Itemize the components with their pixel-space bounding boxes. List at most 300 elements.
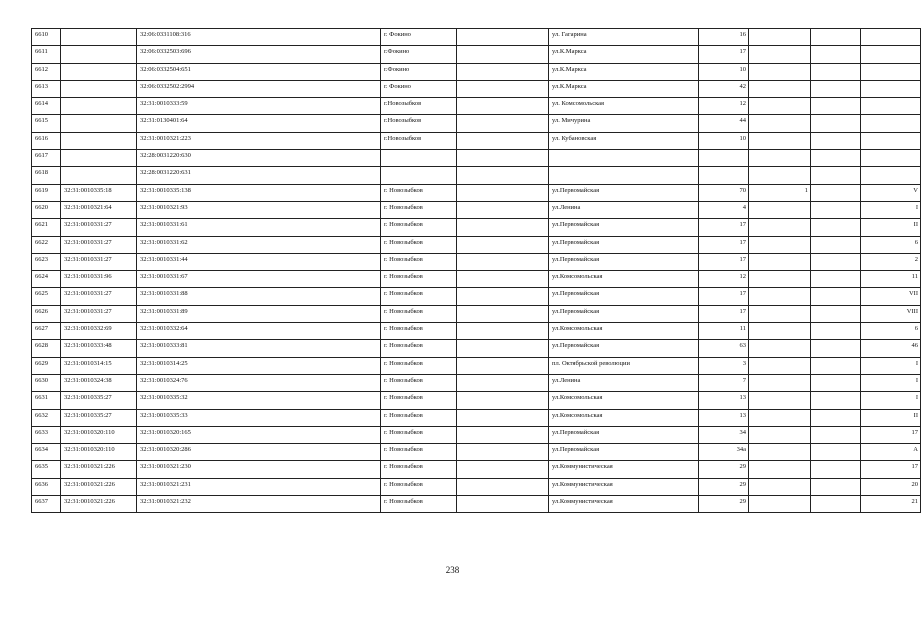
- house-number-cell: 12: [699, 98, 749, 115]
- table-row: [32, 444, 921, 461]
- object-cadastral-number-cell: 32:31:0010321:232: [137, 496, 381, 513]
- building-cell: [749, 478, 811, 495]
- structure-cell: [811, 184, 861, 201]
- structure-cell: [811, 132, 861, 149]
- building-cell: [749, 340, 811, 357]
- apartment-cell: [861, 132, 921, 149]
- street-cell: ул. Мичурина: [549, 115, 699, 132]
- settlement-cell: г.Новозыбков: [381, 98, 457, 115]
- district-cell: [457, 444, 549, 461]
- district-cell: [457, 150, 549, 167]
- structure-cell: [811, 392, 861, 409]
- row-number-cell: 6636: [32, 478, 61, 495]
- settlement-cell: г.Фокино: [381, 46, 457, 63]
- settlement-cell: г. Новозыбков: [381, 271, 457, 288]
- structure-cell: [811, 150, 861, 167]
- settlement-cell: г. Новозыбков: [381, 236, 457, 253]
- apartment-cell: 6: [861, 323, 921, 340]
- house-number-cell: [699, 167, 749, 184]
- object-cadastral-number-cell: 32:06:0332503:696: [137, 46, 381, 63]
- structure-cell: [811, 115, 861, 132]
- table-row: [32, 29, 921, 46]
- house-number-cell: 44: [699, 115, 749, 132]
- street-cell: ул.К.Маркса: [549, 80, 699, 97]
- apartment-cell: 11: [861, 271, 921, 288]
- row-number-cell: 6620: [32, 201, 61, 218]
- land-cadastral-number-cell: 32:31:0010320:110: [61, 426, 137, 443]
- street-cell: [549, 150, 699, 167]
- object-cadastral-number-cell: 32:31:0010321:93: [137, 201, 381, 218]
- apartment-cell: А: [861, 444, 921, 461]
- settlement-cell: г.Новозыбков: [381, 132, 457, 149]
- land-cadastral-number-cell: 32:31:0010331:27: [61, 253, 137, 270]
- apartment-cell: 17: [861, 426, 921, 443]
- table-row: [32, 374, 921, 391]
- district-cell: [457, 374, 549, 391]
- land-cadastral-number-cell: 32:31:0010331:27: [61, 305, 137, 322]
- house-number-cell: 4: [699, 201, 749, 218]
- street-cell: ул.Первомайская: [549, 219, 699, 236]
- table-row: [32, 236, 921, 253]
- street-cell: ул. Комсомольская: [549, 98, 699, 115]
- street-cell: ул.Первомайская: [549, 340, 699, 357]
- settlement-cell: г. Новозыбков: [381, 461, 457, 478]
- table-row: [32, 409, 921, 426]
- structure-cell: [811, 98, 861, 115]
- table-body: [32, 29, 921, 513]
- settlement-cell: г. Новозыбков: [381, 496, 457, 513]
- object-cadastral-number-cell: 32:31:0010320:165: [137, 426, 381, 443]
- structure-cell: [811, 167, 861, 184]
- settlement-cell: г. Новозыбков: [381, 253, 457, 270]
- table-row: [32, 271, 921, 288]
- district-cell: [457, 323, 549, 340]
- object-cadastral-number-cell: 32:31:0010320:286: [137, 444, 381, 461]
- district-cell: [457, 29, 549, 46]
- object-cadastral-number-cell: 32:06:0332502:2994: [137, 80, 381, 97]
- structure-cell: [811, 80, 861, 97]
- district-cell: [457, 80, 549, 97]
- object-cadastral-number-cell: 32:28:0031220:631: [137, 167, 381, 184]
- settlement-cell: г. Новозыбков: [381, 201, 457, 218]
- object-cadastral-number-cell: 32:31:0010331:62: [137, 236, 381, 253]
- house-number-cell: 29: [699, 478, 749, 495]
- object-cadastral-number-cell: 32:31:0010321:230: [137, 461, 381, 478]
- row-number-cell: 6617: [32, 150, 61, 167]
- building-cell: [749, 29, 811, 46]
- row-number-cell: 6633: [32, 426, 61, 443]
- building-cell: [749, 201, 811, 218]
- land-cadastral-number-cell: 32:31:0010333:48: [61, 340, 137, 357]
- street-cell: ул.К.Маркса: [549, 46, 699, 63]
- structure-cell: [811, 478, 861, 495]
- row-number-cell: 6611: [32, 46, 61, 63]
- table-row: [32, 253, 921, 270]
- structure-cell: [811, 357, 861, 374]
- house-number-cell: 17: [699, 305, 749, 322]
- settlement-cell: г. Новозыбков: [381, 288, 457, 305]
- row-number-cell: 6634: [32, 444, 61, 461]
- building-cell: [749, 357, 811, 374]
- apartment-cell: I: [861, 201, 921, 218]
- district-cell: [457, 115, 549, 132]
- district-cell: [457, 167, 549, 184]
- row-number-cell: 6628: [32, 340, 61, 357]
- apartment-cell: [861, 167, 921, 184]
- table-row: [32, 98, 921, 115]
- structure-cell: [811, 305, 861, 322]
- object-cadastral-number-cell: 32:31:0130401:64: [137, 115, 381, 132]
- settlement-cell: [381, 150, 457, 167]
- building-cell: [749, 46, 811, 63]
- land-cadastral-number-cell: 32:31:0010335:27: [61, 409, 137, 426]
- street-cell: ул. Гагарина: [549, 29, 699, 46]
- land-cadastral-number-cell: [61, 167, 137, 184]
- land-cadastral-number-cell: 32:31:0010320:110: [61, 444, 137, 461]
- house-number-cell: 16: [699, 29, 749, 46]
- house-number-cell: 7: [699, 374, 749, 391]
- street-cell: пл. Октябрьской революции: [549, 357, 699, 374]
- object-cadastral-number-cell: 32:31:0010335:33: [137, 409, 381, 426]
- row-number-cell: 6614: [32, 98, 61, 115]
- street-cell: ул.Первомайская: [549, 184, 699, 201]
- settlement-cell: г. Новозыбков: [381, 219, 457, 236]
- object-cadastral-number-cell: 32:31:0010314:25: [137, 357, 381, 374]
- building-cell: [749, 271, 811, 288]
- building-cell: [749, 426, 811, 443]
- building-cell: [749, 288, 811, 305]
- row-number-cell: 6630: [32, 374, 61, 391]
- settlement-cell: г. Новозыбков: [381, 374, 457, 391]
- apartment-cell: 17: [861, 461, 921, 478]
- street-cell: ул.Коммунистическая: [549, 478, 699, 495]
- structure-cell: [811, 271, 861, 288]
- land-cadastral-number-cell: [61, 150, 137, 167]
- apartment-cell: [861, 115, 921, 132]
- settlement-cell: г. Новозыбков: [381, 444, 457, 461]
- object-cadastral-number-cell: 32:31:0010333:59: [137, 98, 381, 115]
- house-number-cell: 17: [699, 253, 749, 270]
- row-number-cell: 6618: [32, 167, 61, 184]
- apartment-cell: 6: [861, 236, 921, 253]
- settlement-cell: г. Фокино: [381, 80, 457, 97]
- structure-cell: [811, 253, 861, 270]
- street-cell: ул.Первомайская: [549, 236, 699, 253]
- settlement-cell: г. Новозыбков: [381, 426, 457, 443]
- object-cadastral-number-cell: 32:31:0010332:64: [137, 323, 381, 340]
- building-cell: [749, 115, 811, 132]
- structure-cell: [811, 496, 861, 513]
- house-number-cell: 29: [699, 461, 749, 478]
- district-cell: [457, 478, 549, 495]
- street-cell: ул.Комсомольская: [549, 271, 699, 288]
- street-cell: ул.Коммунистическая: [549, 461, 699, 478]
- structure-cell: [811, 426, 861, 443]
- table-row: [32, 184, 921, 201]
- apartment-cell: [861, 150, 921, 167]
- house-number-cell: [699, 150, 749, 167]
- house-number-cell: 17: [699, 219, 749, 236]
- registry-table: [31, 28, 921, 513]
- land-cadastral-number-cell: 32:31:0010324:38: [61, 374, 137, 391]
- structure-cell: [811, 323, 861, 340]
- street-cell: ул. Кубановская: [549, 132, 699, 149]
- apartment-cell: 21: [861, 496, 921, 513]
- structure-cell: [811, 444, 861, 461]
- building-cell: [749, 150, 811, 167]
- district-cell: [457, 63, 549, 80]
- building-cell: [749, 167, 811, 184]
- row-number-cell: 6623: [32, 253, 61, 270]
- object-cadastral-number-cell: 32:06:0332504:651: [137, 63, 381, 80]
- settlement-cell: [381, 167, 457, 184]
- row-number-cell: 6615: [32, 115, 61, 132]
- structure-cell: [811, 201, 861, 218]
- apartment-cell: VII: [861, 288, 921, 305]
- street-cell: ул.Комсомольская: [549, 392, 699, 409]
- house-number-cell: 3: [699, 357, 749, 374]
- object-cadastral-number-cell: 32:31:0010321:223: [137, 132, 381, 149]
- district-cell: [457, 496, 549, 513]
- land-cadastral-number-cell: [61, 29, 137, 46]
- district-cell: [457, 46, 549, 63]
- apartment-cell: I: [861, 392, 921, 409]
- settlement-cell: г. Новозыбков: [381, 478, 457, 495]
- apartment-cell: [861, 29, 921, 46]
- district-cell: [457, 219, 549, 236]
- land-cadastral-number-cell: 32:31:0010321:226: [61, 478, 137, 495]
- building-cell: [749, 132, 811, 149]
- street-cell: ул.Первомайская: [549, 288, 699, 305]
- building-cell: 1: [749, 184, 811, 201]
- structure-cell: [811, 219, 861, 236]
- building-cell: [749, 80, 811, 97]
- settlement-cell: г. Новозыбков: [381, 357, 457, 374]
- structure-cell: [811, 461, 861, 478]
- street-cell: ул.Первомайская: [549, 305, 699, 322]
- house-number-cell: 70: [699, 184, 749, 201]
- table-row: [32, 340, 921, 357]
- district-cell: [457, 357, 549, 374]
- house-number-cell: 13: [699, 392, 749, 409]
- house-number-cell: 42: [699, 80, 749, 97]
- house-number-cell: 11: [699, 323, 749, 340]
- district-cell: [457, 461, 549, 478]
- settlement-cell: г. Новозыбков: [381, 392, 457, 409]
- land-cadastral-number-cell: 32:31:0010331:27: [61, 288, 137, 305]
- settlement-cell: г. Новозыбков: [381, 305, 457, 322]
- table-row: [32, 80, 921, 97]
- row-number-cell: 6610: [32, 29, 61, 46]
- building-cell: [749, 323, 811, 340]
- settlement-cell: г. Новозыбков: [381, 184, 457, 201]
- house-number-cell: 63: [699, 340, 749, 357]
- row-number-cell: 6626: [32, 305, 61, 322]
- table-row: [32, 305, 921, 322]
- street-cell: ул.Комсомольская: [549, 409, 699, 426]
- street-cell: [549, 167, 699, 184]
- house-number-cell: 10: [699, 132, 749, 149]
- house-number-cell: 29: [699, 496, 749, 513]
- building-cell: [749, 63, 811, 80]
- structure-cell: [811, 29, 861, 46]
- house-number-cell: 17: [699, 288, 749, 305]
- house-number-cell: 34а: [699, 444, 749, 461]
- apartment-cell: 2: [861, 253, 921, 270]
- district-cell: [457, 305, 549, 322]
- object-cadastral-number-cell: 32:31:0010321:231: [137, 478, 381, 495]
- object-cadastral-number-cell: 32:31:0010333:81: [137, 340, 381, 357]
- apartment-cell: [861, 46, 921, 63]
- land-cadastral-number-cell: 32:31:0010332:69: [61, 323, 137, 340]
- district-cell: [457, 236, 549, 253]
- apartment-cell: [861, 63, 921, 80]
- land-cadastral-number-cell: [61, 115, 137, 132]
- house-number-cell: 10: [699, 63, 749, 80]
- settlement-cell: г. Новозыбков: [381, 409, 457, 426]
- building-cell: [749, 392, 811, 409]
- object-cadastral-number-cell: 32:31:0010331:61: [137, 219, 381, 236]
- district-cell: [457, 132, 549, 149]
- street-cell: ул.Первомайская: [549, 426, 699, 443]
- land-cadastral-number-cell: [61, 46, 137, 63]
- district-cell: [457, 409, 549, 426]
- land-cadastral-number-cell: 32:31:0010335:18: [61, 184, 137, 201]
- building-cell: [749, 253, 811, 270]
- land-cadastral-number-cell: 32:31:0010331:96: [61, 271, 137, 288]
- table-row: [32, 46, 921, 63]
- structure-cell: [811, 63, 861, 80]
- district-cell: [457, 288, 549, 305]
- district-cell: [457, 426, 549, 443]
- apartment-cell: V: [861, 184, 921, 201]
- table-row: [32, 115, 921, 132]
- settlement-cell: г.Фокино: [381, 63, 457, 80]
- row-number-cell: 6635: [32, 461, 61, 478]
- object-cadastral-number-cell: 32:31:0010335:32: [137, 392, 381, 409]
- row-number-cell: 6629: [32, 357, 61, 374]
- apartment-cell: II: [861, 409, 921, 426]
- apartment-cell: I: [861, 374, 921, 391]
- table-row: [32, 392, 921, 409]
- apartment-cell: [861, 80, 921, 97]
- land-cadastral-number-cell: [61, 98, 137, 115]
- table-row: [32, 461, 921, 478]
- land-cadastral-number-cell: 32:31:0010321:226: [61, 461, 137, 478]
- land-cadastral-number-cell: 32:31:0010331:27: [61, 236, 137, 253]
- district-cell: [457, 392, 549, 409]
- street-cell: ул.Первомайская: [549, 444, 699, 461]
- table-row: [32, 426, 921, 443]
- settlement-cell: г.Новозыбков: [381, 115, 457, 132]
- land-cadastral-number-cell: 32:31:0010321:226: [61, 496, 137, 513]
- district-cell: [457, 253, 549, 270]
- settlement-cell: г. Новозыбков: [381, 323, 457, 340]
- district-cell: [457, 184, 549, 201]
- house-number-cell: 12: [699, 271, 749, 288]
- house-number-cell: 17: [699, 46, 749, 63]
- building-cell: [749, 98, 811, 115]
- land-cadastral-number-cell: [61, 80, 137, 97]
- structure-cell: [811, 409, 861, 426]
- table-row: [32, 478, 921, 495]
- table-row: [32, 288, 921, 305]
- street-cell: ул.Первомайская: [549, 253, 699, 270]
- building-cell: [749, 236, 811, 253]
- table-row: [32, 132, 921, 149]
- building-cell: [749, 305, 811, 322]
- street-cell: ул.Комсомольская: [549, 323, 699, 340]
- land-cadastral-number-cell: 32:31:0010335:27: [61, 392, 137, 409]
- district-cell: [457, 340, 549, 357]
- house-number-cell: 34: [699, 426, 749, 443]
- district-cell: [457, 201, 549, 218]
- land-cadastral-number-cell: 32:31:0010331:27: [61, 219, 137, 236]
- building-cell: [749, 461, 811, 478]
- row-number-cell: 6622: [32, 236, 61, 253]
- apartment-cell: VIII: [861, 305, 921, 322]
- table-row: [32, 323, 921, 340]
- land-cadastral-number-cell: 32:31:0010314:15: [61, 357, 137, 374]
- row-number-cell: 6616: [32, 132, 61, 149]
- object-cadastral-number-cell: 32:31:0010331:89: [137, 305, 381, 322]
- street-cell: ул.Ленина: [549, 374, 699, 391]
- row-number-cell: 6631: [32, 392, 61, 409]
- structure-cell: [811, 340, 861, 357]
- table-row: [32, 219, 921, 236]
- table-row: [32, 167, 921, 184]
- row-number-cell: 6627: [32, 323, 61, 340]
- apartment-cell: 46: [861, 340, 921, 357]
- row-number-cell: 6619: [32, 184, 61, 201]
- building-cell: [749, 219, 811, 236]
- apartment-cell: [861, 98, 921, 115]
- object-cadastral-number-cell: 32:31:0010331:88: [137, 288, 381, 305]
- page-number: 238: [445, 565, 460, 575]
- structure-cell: [811, 46, 861, 63]
- apartment-cell: I: [861, 357, 921, 374]
- row-number-cell: 6612: [32, 63, 61, 80]
- object-cadastral-number-cell: 32:28:0031220:630: [137, 150, 381, 167]
- building-cell: [749, 444, 811, 461]
- row-number-cell: 6613: [32, 80, 61, 97]
- land-cadastral-number-cell: [61, 63, 137, 80]
- building-cell: [749, 496, 811, 513]
- structure-cell: [811, 288, 861, 305]
- row-number-cell: 6637: [32, 496, 61, 513]
- district-cell: [457, 98, 549, 115]
- object-cadastral-number-cell: 32:31:0010335:138: [137, 184, 381, 201]
- object-cadastral-number-cell: 32:31:0010324:76: [137, 374, 381, 391]
- row-number-cell: 6624: [32, 271, 61, 288]
- object-cadastral-number-cell: 32:06:0331108:316: [137, 29, 381, 46]
- land-cadastral-number-cell: 32:31:0010321:64: [61, 201, 137, 218]
- object-cadastral-number-cell: 32:31:0010331:67: [137, 271, 381, 288]
- district-cell: [457, 271, 549, 288]
- house-number-cell: 17: [699, 236, 749, 253]
- street-cell: ул.Коммунистическая: [549, 496, 699, 513]
- street-cell: ул.Ленина: [549, 201, 699, 218]
- row-number-cell: 6625: [32, 288, 61, 305]
- building-cell: [749, 374, 811, 391]
- settlement-cell: г. Фокино: [381, 29, 457, 46]
- object-cadastral-number-cell: 32:31:0010331:44: [137, 253, 381, 270]
- building-cell: [749, 409, 811, 426]
- land-cadastral-number-cell: [61, 132, 137, 149]
- table-row: [32, 63, 921, 80]
- street-cell: ул.К.Маркса: [549, 63, 699, 80]
- house-number-cell: 13: [699, 409, 749, 426]
